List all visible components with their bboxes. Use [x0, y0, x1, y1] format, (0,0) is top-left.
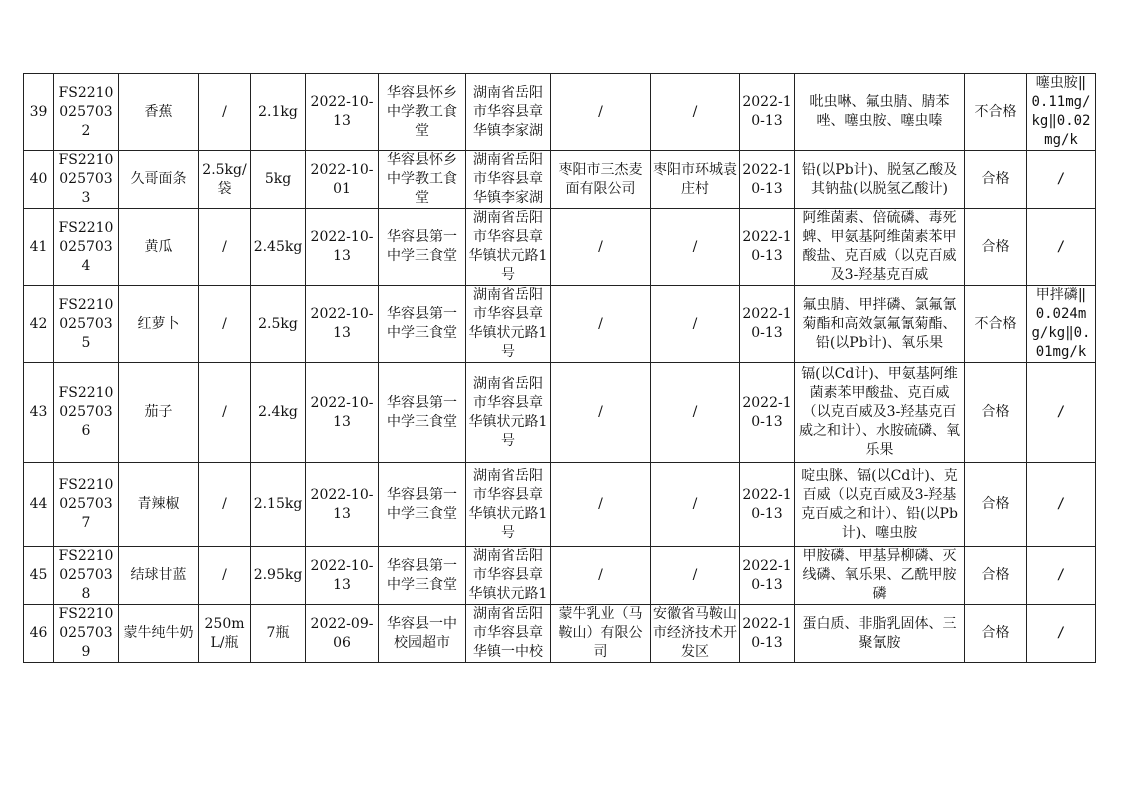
- remark: /: [1027, 209, 1096, 286]
- sampled-unit: 华容县第一中学三食堂: [379, 363, 466, 463]
- row-number: 46: [24, 605, 54, 663]
- manufacturer: 枣阳市三杰麦面有限公司: [551, 151, 651, 209]
- table-row: [24, 363, 1096, 463]
- manufacturer: /: [551, 209, 651, 286]
- table-row: [24, 547, 1096, 605]
- sample-spec: /: [199, 547, 251, 605]
- sample-spec: 250mL/瓶: [199, 605, 251, 663]
- sample-code: FS22100257032: [54, 74, 119, 151]
- production-date: 2022-10-13: [306, 463, 379, 547]
- sampled-unit-address: 湖南省岳阳市华容县章华镇李家湖: [466, 151, 551, 209]
- test-items: 甲胺磷、甲基异柳磷、灭线磷、氧乐果、乙酰甲胺磷: [795, 547, 965, 605]
- sample-spec: /: [199, 74, 251, 151]
- manufacturer: 蒙牛乳业（马鞍山）有限公司: [551, 605, 651, 663]
- sampled-unit-address: 湖南省岳阳市华容县章华镇状元路1号: [466, 286, 551, 363]
- test-items: 铅(以Pb计)、脱氢乙酸及其钠盐(以脱氢乙酸计): [795, 151, 965, 209]
- table-row: [24, 74, 1096, 151]
- manufacturer: /: [551, 74, 651, 151]
- sample-spec: /: [199, 463, 251, 547]
- sample-quantity: 2.95kg: [251, 547, 306, 605]
- table-row: [24, 286, 1096, 363]
- remark: /: [1027, 363, 1096, 463]
- table-row: [24, 463, 1096, 547]
- sampled-unit: 华容县怀乡中学教工食堂: [379, 74, 466, 151]
- report-date: 2022-10-13: [740, 286, 795, 363]
- sample-code: FS22100257037: [54, 463, 119, 547]
- sample-name: 青辣椒: [119, 463, 199, 547]
- report-date: 2022-10-13: [740, 605, 795, 663]
- sample-spec: /: [199, 363, 251, 463]
- remark: /: [1027, 151, 1096, 209]
- manufacturer-address: /: [651, 463, 740, 547]
- table-row: [24, 605, 1096, 663]
- test-result: 合格: [965, 463, 1027, 547]
- production-date: 2022-10-01: [306, 151, 379, 209]
- production-date: 2022-10-13: [306, 74, 379, 151]
- sample-quantity: 7瓶: [251, 605, 306, 663]
- sample-quantity: 2.5kg: [251, 286, 306, 363]
- remark: 甲拌磷‖0.024mg/kg‖0.01mg/k: [1027, 286, 1096, 363]
- sampled-unit-address: 湖南省岳阳市华容县章华镇状元路1号: [466, 463, 551, 547]
- table-row: [24, 209, 1096, 286]
- test-result: 合格: [965, 363, 1027, 463]
- sampled-unit: 华容县第一中学三食堂: [379, 547, 466, 605]
- report-date: 2022-10-13: [740, 363, 795, 463]
- report-date: 2022-10-13: [740, 151, 795, 209]
- sample-name: 蒙牛纯牛奶: [119, 605, 199, 663]
- manufacturer-address: /: [651, 74, 740, 151]
- remark: 噻虫胺‖0.11mg/kg‖0.02mg/k: [1027, 74, 1096, 151]
- manufacturer-address: 枣阳市环城袁庄村: [651, 151, 740, 209]
- report-date: 2022-10-13: [740, 209, 795, 286]
- manufacturer-address: /: [651, 547, 740, 605]
- test-items: 镉(以Cd计)、甲氨基阿维菌素苯甲酸盐、克百威（以克百威及3-羟基克百威之和计）、水胺硫磷、氧乐果: [795, 363, 965, 463]
- row-number: 41: [24, 209, 54, 286]
- test-result: 合格: [965, 151, 1027, 209]
- test-result: 合格: [965, 605, 1027, 663]
- sample-quantity: 2.4kg: [251, 363, 306, 463]
- sampled-unit: 华容县一中校园超市: [379, 605, 466, 663]
- test-items: 氟虫腈、甲拌磷、氯氟氰菊酯和高效氯氟氰菊酯、铅(以Pb计)、氧乐果: [795, 286, 965, 363]
- sampled-unit: 华容县第一中学三食堂: [379, 209, 466, 286]
- results-table: [23, 73, 1096, 663]
- test-result: 不合格: [965, 286, 1027, 363]
- report-date: 2022-10-13: [740, 74, 795, 151]
- production-date: 2022-10-13: [306, 363, 379, 463]
- test-items: 吡虫啉、氟虫腈、腈苯唑、噻虫胺、噻虫嗪: [795, 74, 965, 151]
- row-number: 42: [24, 286, 54, 363]
- sample-spec: /: [199, 286, 251, 363]
- row-number: 44: [24, 463, 54, 547]
- sample-spec: 2.5kg/袋: [199, 151, 251, 209]
- sample-name: 香蕉: [119, 74, 199, 151]
- sample-name: 久哥面条: [119, 151, 199, 209]
- table-body: [24, 74, 1096, 663]
- sample-spec: /: [199, 209, 251, 286]
- sampled-unit: 华容县第一中学三食堂: [379, 463, 466, 547]
- sample-code: FS22100257038: [54, 547, 119, 605]
- row-number: 40: [24, 151, 54, 209]
- row-number: 43: [24, 363, 54, 463]
- sampled-unit-address: 湖南省岳阳市华容县章华镇李家湖: [466, 74, 551, 151]
- sample-name: 黄瓜: [119, 209, 199, 286]
- report-date: 2022-10-13: [740, 547, 795, 605]
- test-result: 合格: [965, 547, 1027, 605]
- sampled-unit-address: 湖南省岳阳市华容县章华镇状元路1: [466, 547, 551, 605]
- table-row: [24, 151, 1096, 209]
- remark: /: [1027, 463, 1096, 547]
- sample-code: FS22100257036: [54, 363, 119, 463]
- test-items: 蛋白质、非脂乳固体、三聚氰胺: [795, 605, 965, 663]
- sampled-unit-address: 湖南省岳阳市华容县章华镇状元路1号: [466, 363, 551, 463]
- sample-name: 结球甘蓝: [119, 547, 199, 605]
- report-date: 2022-10-13: [740, 463, 795, 547]
- production-date: 2022-10-13: [306, 286, 379, 363]
- test-items: 啶虫脒、镉(以Cd计)、克百威（以克百威及3-羟基克百威之和计）、铅(以Pb计)、噻虫胺: [795, 463, 965, 547]
- production-date: 2022-10-13: [306, 209, 379, 286]
- manufacturer: /: [551, 363, 651, 463]
- sample-name: 茄子: [119, 363, 199, 463]
- manufacturer: /: [551, 463, 651, 547]
- sample-quantity: 2.15kg: [251, 463, 306, 547]
- production-date: 2022-09-06: [306, 605, 379, 663]
- manufacturer-address: /: [651, 286, 740, 363]
- manufacturer-address: 安徽省马鞍山市经济技术开发区: [651, 605, 740, 663]
- sample-quantity: 5kg: [251, 151, 306, 209]
- row-number: 39: [24, 74, 54, 151]
- manufacturer: /: [551, 547, 651, 605]
- test-result: 合格: [965, 209, 1027, 286]
- remark: /: [1027, 547, 1096, 605]
- sample-code: FS22100257035: [54, 286, 119, 363]
- sample-quantity: 2.1kg: [251, 74, 306, 151]
- manufacturer-address: /: [651, 209, 740, 286]
- sampled-unit-address: 湖南省岳阳市华容县章华镇状元路1号: [466, 209, 551, 286]
- remark: /: [1027, 605, 1096, 663]
- sample-code: FS22100257034: [54, 209, 119, 286]
- sample-quantity: 2.45kg: [251, 209, 306, 286]
- row-number: 45: [24, 547, 54, 605]
- test-items: 阿维菌素、倍硫磷、毒死蜱、甲氨基阿维菌素苯甲酸盐、克百威（以克百威及3-羟基克百威: [795, 209, 965, 286]
- sample-code: FS22100257039: [54, 605, 119, 663]
- sampled-unit-address: 湖南省岳阳市华容县章华镇一中校: [466, 605, 551, 663]
- test-result: 不合格: [965, 74, 1027, 151]
- manufacturer-address: /: [651, 363, 740, 463]
- sampled-unit: 华容县怀乡中学教工食堂: [379, 151, 466, 209]
- sample-code: FS22100257033: [54, 151, 119, 209]
- sample-name: 红萝卜: [119, 286, 199, 363]
- sampled-unit: 华容县第一中学三食堂: [379, 286, 466, 363]
- production-date: 2022-10-13: [306, 547, 379, 605]
- manufacturer: /: [551, 286, 651, 363]
